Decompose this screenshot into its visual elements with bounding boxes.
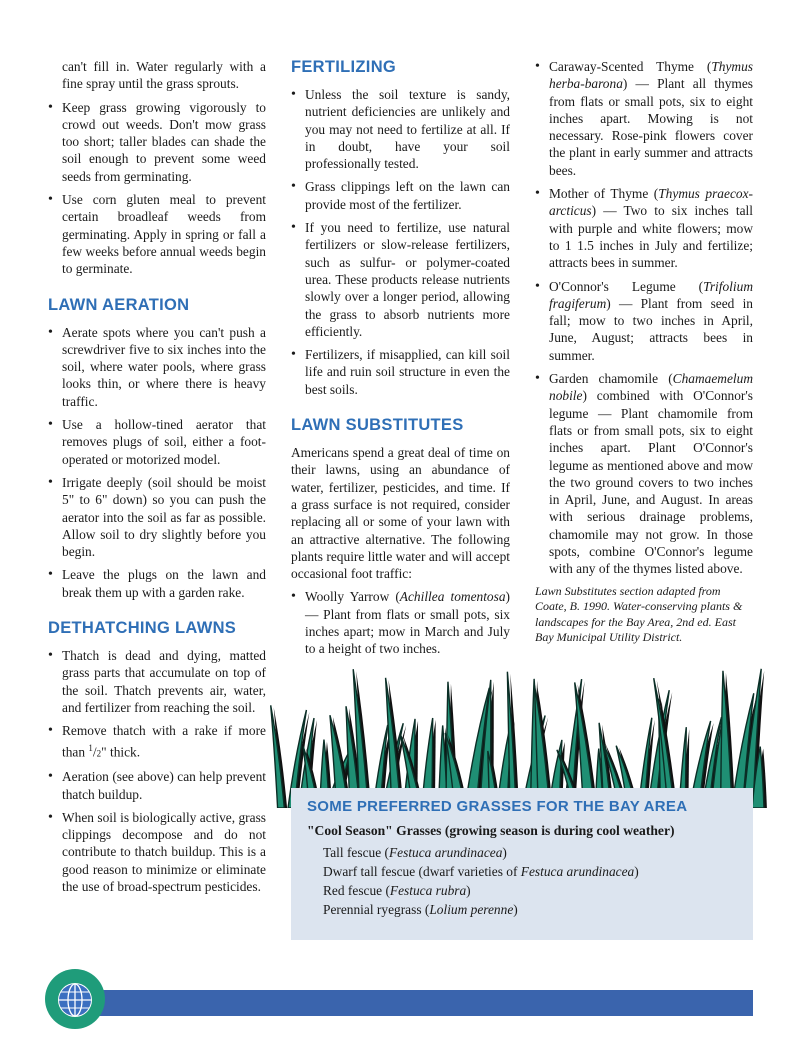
column-2 — [291, 58, 510, 664]
grass-blade — [271, 705, 285, 808]
plant-name: Woolly Yarrow ( — [305, 589, 400, 605]
grass-name: Perennial ryegrass ( — [323, 902, 430, 917]
list-item: • Thatch is dead and dying, matted grass parts that accumulate on top of the soil. Thatch prevents air, water, and fertilizer from reaching the soil. — [48, 647, 266, 716]
list-item: • Aerate spots where you can't push a screwdriver five to six inches into the soil, where water pools, where grass looks thin, or where there is heavy traffic. — [48, 324, 266, 410]
dethatching-heading: DETHATCHING LAWNS — [48, 619, 237, 638]
lawn-aeration-heading: LAWN AERATION — [48, 295, 190, 314]
list-item: • Use a hollow-tined aerator that removes plugs of soil, either a foot-operated or motorized model. — [48, 416, 266, 468]
thatch-text: Remove thatch with a rake if more than — [62, 723, 266, 759]
substitutes-list-continued — [535, 58, 753, 578]
list-item: • Irrigate deeply (soil should be moist 5" to 6" down) so you can push the aerator into the soil as far as possible. Allow soil to dry slightly before you begin. — [48, 474, 266, 560]
grass-row — [323, 900, 753, 919]
preferred-grasses-box — [291, 788, 753, 940]
latin-name: Trifolium fragiferum — [549, 278, 753, 311]
plant-name: Garden chamomile ( — [549, 371, 673, 387]
list-item: • Use corn gluten meal to prevent certain broadleaf weeds from germinating. Apply in spring or fall a few weeks before annual weeds begin to germinate. — [48, 191, 266, 277]
grass-suffix: ) — [466, 883, 471, 898]
grass-name: Tall fescue ( — [323, 845, 389, 860]
list-item — [291, 588, 510, 657]
our-water-our-world-logo — [44, 968, 106, 1030]
list-item: • When soil is biologically active, grass clippings decompose and do not contribute to thatch buildup. This is a good reason to minimize or eliminate the use of broad-spectrum pesticides. — [48, 809, 266, 895]
substitutes-intro: Americans spend a great deal of time on their lawns, using an abundance of water, fertilizer, pesticides, and time. If a grass surface is not required, consider replacing all or some of your lawn with an attractive alternative. The following plants require little water and will accept occasional foot traffic: — [291, 445, 510, 582]
aeration-list — [48, 324, 266, 601]
grass-row — [323, 881, 753, 900]
list-item: • Leave the plugs on the lawn and break them up with a garden rake. — [48, 566, 266, 601]
plant-description: ) combined with O'Connor's legume — Plant chamomile from flats or from small pots, six to eight inches apart. Plant O'Connor's legume as mentioned above and mow the two ground covers to two inches in April, June, and August. In areas with serious drainage problems, chamomile may not grow. In those spots, combine O'Connor's legume with any of the thymes listed above. — [549, 388, 753, 577]
grass-row — [323, 843, 753, 862]
substitutes-list — [291, 588, 510, 657]
latin-name: Festuca rubra — [389, 883, 467, 898]
list-item — [535, 278, 753, 364]
grass-suffix: ) — [502, 845, 507, 860]
lawn-substitutes-heading: LAWN SUBSTITUTES — [291, 416, 464, 435]
fertilizing-heading: FERTILIZING — [291, 58, 397, 76]
plant-description: ) — Plant from flats or small pots, six inches apart; mow in March and July to a height of two inches. — [305, 589, 510, 657]
fertilizing-list — [291, 86, 510, 398]
list-item: • Unless the soil texture is sandy, nutrient deficiencies are unlikely and you may not need to fertilize at all. If in doubt, have your soil professionally tested. — [291, 86, 510, 172]
plant-name: Mother of Thyme ( — [549, 186, 659, 202]
weed-tips-list — [48, 99, 266, 278]
plant-description: ) — Plant from seed in fall; mow to two inches in April, June, August; attracts bees in summer. — [549, 295, 753, 363]
dethatch-list — [48, 647, 266, 895]
grass-name: Red fescue ( — [323, 883, 390, 898]
list-item: • Aeration (see above) can help prevent thatch buildup. — [48, 768, 266, 803]
list-item — [535, 370, 753, 578]
box-subheading: "Cool Season" Grasses (growing season is during cool weather) — [307, 823, 675, 838]
latin-name: Achillea tomentosa — [399, 589, 506, 605]
latin-name: Lolium perenne — [429, 902, 514, 917]
thatch-suffix: " thick. — [101, 743, 141, 759]
fraction-numerator: 1 — [88, 742, 93, 753]
list-item: • Fertilizers, if misapplied, can kill soil life and ruin soil structure in even the best soils. — [291, 346, 510, 398]
plant-name: O'Connor's Legume ( — [549, 278, 704, 294]
intro-text: can't fill in. Water regularly with a fine spray until the grass sprouts. — [62, 59, 266, 92]
list-item: • If you need to fertilize, use natural fertilizers or slow-release fertilizers, such as sulfur- or polymer-coated urea. These products release nutrients slowly over a longer period, allowing the grass to absorb nutrients more efficiently. — [291, 219, 510, 340]
grass-suffix: ) — [513, 902, 518, 917]
latin-name: Festuca arundinacea — [520, 864, 635, 879]
column-1 — [48, 58, 266, 901]
fraction-denominator: 2 — [96, 747, 102, 758]
plant-name: Caraway-Scented Thyme ( — [549, 59, 712, 74]
box-heading: SOME PREFERRED GRASSES FOR THE BAY AREA — [307, 798, 688, 815]
column-3 — [535, 58, 753, 646]
latin-name: Thymus praecox-arcticus — [549, 186, 753, 219]
source-credit: Lawn Substitutes section adapted from Coate, B. 1990. Water-conserving plants & landscapes for the Bay Area, 2nd ed. East Bay Municipal Utility District. — [535, 583, 743, 645]
latin-name: Festuca arundinacea — [388, 845, 503, 860]
plant-description: ) — Plant all thymes from flats or small pots, six to eight inches apart. Mowing is not necessary. Rose-pink flowers cover the plant in early summer and attracts bees. — [549, 76, 753, 178]
list-item: • Grass clippings left on the lawn can provide most of the fertilizer. — [291, 178, 510, 213]
footer-bar — [98, 990, 753, 1016]
list-item — [535, 185, 753, 271]
plant-description: ) — Two to six inches tall with purple and white flowers; mow to 1 1.5 inches in July and fertilize; attracts bees in summer. — [549, 203, 753, 271]
list-item — [535, 58, 753, 179]
list-item: • Keep grass growing vigorously to crowd out weeds. Don't mow grass too short; taller blades can shade the soil enough to prevent some weed seeds from germinating. — [48, 99, 266, 185]
list-item: • Remove thatch with a rake if more than $^1$/2" thick. — [48, 722, 266, 762]
grass-suffix: ) — [634, 864, 639, 879]
grass-row — [323, 862, 753, 881]
grass-name: Dwarf tall fescue (dwarf varieties of — [323, 864, 521, 879]
latin-name: Chamaemelum nobile — [549, 371, 753, 404]
grass-illustration — [270, 658, 770, 808]
latin-name: Thymus herba-barona — [549, 59, 753, 92]
